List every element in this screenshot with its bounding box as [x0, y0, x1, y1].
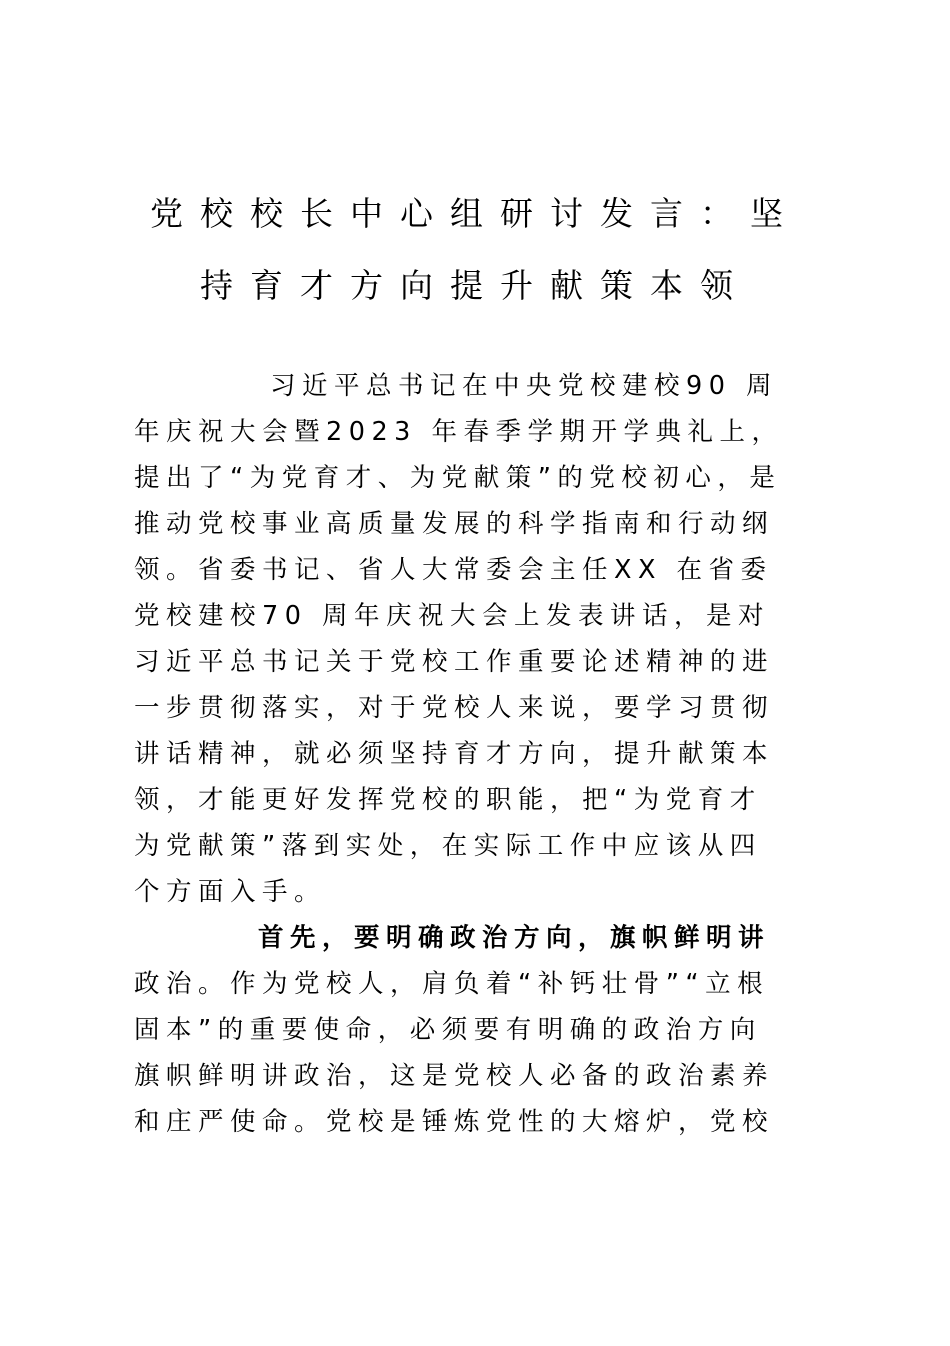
paragraph-1-line: 习近平总书记关于党校工作重要论述精神的进: [134, 647, 775, 677]
paragraph-2-lead: 首先，要明确政治方向，旗帜鲜明讲: [258, 923, 771, 953]
paragraph-1-line: 推动党校事业高质量发展的科学指南和行动纲: [134, 509, 775, 539]
paragraph-1-line: 一步贯彻落实，对于党校人来说，要学习贯彻: [134, 693, 775, 723]
paragraph-1-line: 个方面入手。: [134, 877, 327, 907]
paragraph-1-line: 习近平总书记在中央党校建校90 周: [270, 371, 779, 401]
paragraph-1-line: 党校建校70 周年庆祝大会上发表讲话，是对: [134, 601, 771, 631]
paragraph-2-line: 和庄严使命。党校是锤炼党性的大熔炉，党校: [134, 1107, 775, 1137]
document-title-line-2: 持育才方向提升献策本领: [200, 266, 750, 305]
paragraph-2-line: 固本”的重要使命，必须要有明确的政治方向: [134, 1015, 762, 1045]
paragraph-1-line: 为党献策”落到实处，在实际工作中应该从四: [134, 831, 762, 861]
paragraph-1-line: 领。省委书记、省人大常委会主任XX 在省委: [134, 555, 773, 585]
paragraph-2-line: 政治。作为党校人，肩负着“补钙壮骨”“立根: [134, 969, 770, 999]
paragraph-1: [134, 363, 824, 915]
paragraph-1-line: 领，才能更好发挥党校的职能，把“为党育才: [134, 785, 762, 815]
paragraph-1-line: 提出了“为党育才、为党献策”的党校初心，是: [134, 463, 782, 493]
paragraph-2-line: 旗帜鲜明讲政治，这是党校人必备的政治素养: [134, 1061, 775, 1091]
paragraph-2: [134, 915, 824, 1145]
paragraph-1-line: 年庆祝大会暨2023 年春季学期开学典礼上，: [134, 417, 784, 447]
document-title-line-1: 党校校长中心组研讨发言：坚: [150, 194, 800, 233]
paragraph-1-line: 讲话精神，就必须坚持育才方向，提升献策本: [134, 739, 775, 769]
